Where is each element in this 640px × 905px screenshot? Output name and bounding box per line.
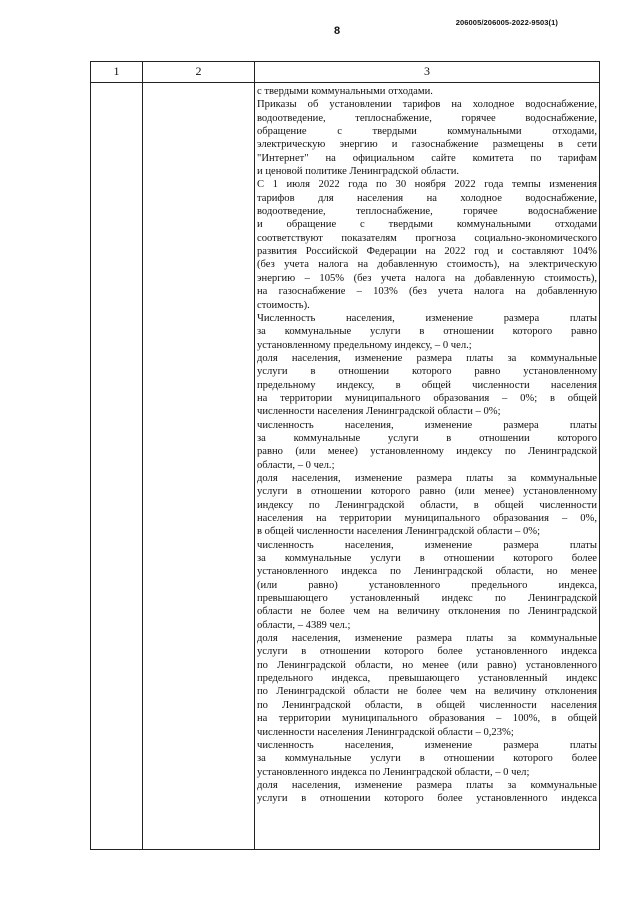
text-line: соответствуют показателям прогноза социально-экономического <box>257 232 597 244</box>
document-id: 206005/206005-2022-9503(1) <box>455 18 558 27</box>
column-divider <box>254 62 255 849</box>
text-line: С 1 июля 2022 года по 30 ноября 2022 года темпы изменения <box>257 179 597 191</box>
text-line: предельному индексу, в общей численности населения <box>257 379 597 391</box>
text-line: равно (или менее) установленному индексу по Ленинградской <box>257 446 597 458</box>
column-divider <box>142 62 143 849</box>
text-line: водоотведение, теплоснабжение, горячее водоснабжение <box>257 206 597 218</box>
text-line: по Ленинградской области, в общей численности населения <box>257 699 597 711</box>
text-line: численность населения, изменение размера платы <box>257 739 597 751</box>
text-line: за коммунальные услуги в отношении которого <box>257 432 597 444</box>
column-header-3: 3 <box>424 64 430 78</box>
text-line: области не более чем на величину отклонения по Ленинградской <box>257 606 597 618</box>
text-line: численность населения, изменение размера платы <box>257 419 597 431</box>
text-line: на газоснабжение – 103% (без учета налога на добавленную <box>257 286 597 298</box>
text-line: численности населения Ленинградской области – 0%; <box>257 406 501 418</box>
text-line: установленного индекса по Ленинградской области, но менее <box>257 566 597 578</box>
header-divider <box>91 82 599 83</box>
text-line: доля населения, изменение размера платы за коммунальные <box>257 472 597 484</box>
text-line: численности населения Ленинградской области – 0,23%; <box>257 726 514 738</box>
text-line: Приказы об установлении тарифов на холодное водоснабжение, <box>257 99 597 111</box>
text-line: тарифов для населения на холодное водоснабжение, <box>257 192 597 204</box>
text-line: предельного индекса, превышающего установленный индекс <box>257 673 597 685</box>
text-line: стоимость). <box>257 299 310 311</box>
text-line: доля населения, изменение размера платы за коммунальные <box>257 633 597 645</box>
text-line: услуги в отношении которого более установленного индекса <box>257 793 597 805</box>
text-line: превышающего установленный индекс по Ленинградской <box>257 593 597 605</box>
text-line: области, – 0 чел.; <box>257 459 335 471</box>
text-line: за коммунальные услуги в отношении которого равно <box>257 326 597 338</box>
text-line: за коммунальные услуги в отношении которого более <box>257 753 597 765</box>
text-line: электрическую энергию и газоснабжение размещены в сети <box>257 139 597 151</box>
text-line: "Интернет" на официальном сайте комитета по тарифам <box>257 152 597 164</box>
text-line: населения на территории муниципального образования – 0%, <box>257 513 597 524</box>
text-line: и обращение с твердыми коммунальными отходами <box>257 219 597 231</box>
text-line: по Ленинградской области не более чем на величину отклонения <box>257 686 597 698</box>
column-header-2: 2 <box>195 64 202 78</box>
text-line: энергию – 105% (без учета налога на добавленную стоимость), <box>257 272 597 284</box>
text-line: (без учета налога на добавленную стоимость), на электрическую <box>257 259 597 271</box>
text-line: за коммунальные услуги в отношении которого более <box>257 553 597 565</box>
text-line: услуги в отношении которого равно (или менее) установленному <box>257 486 597 498</box>
text-line: и ценовой политике Ленинградской области. <box>257 166 460 178</box>
text-line: услуги в отношении которого равно установленному <box>257 366 597 378</box>
text-line: на территории муниципального образования – 0%; в общей <box>257 392 597 404</box>
text-line: доля населения, изменение размера платы за коммунальные <box>257 779 597 791</box>
text-line: на территории муниципального образования – 100%, в общей <box>257 713 597 725</box>
text-line: водоотведение, теплоснабжение, горячее водоснабжение, <box>257 112 597 124</box>
text-line: установленному предельному индексу, – 0 чел.; <box>257 339 472 351</box>
text-line: индексу по Ленинградской области, в общей численности <box>257 499 597 511</box>
column-header-1: 1 <box>113 64 120 78</box>
text-line: по Ленинградской области, но менее (или равно) установленного <box>257 659 597 671</box>
text-line: в общей численности населения Ленинградской области – 0%; <box>257 526 541 538</box>
text-line: обращение с твердыми коммунальными отходами, <box>257 126 597 138</box>
text-line: установленного индекса по Ленинградской области, – 0 чел; <box>257 766 530 778</box>
page-number: 8 <box>334 25 341 37</box>
text-line: развития Российской Федерации на 2022 год и составляют 104% <box>257 246 597 258</box>
text-line: доля населения, изменение размера платы за коммунальные <box>257 352 597 364</box>
text-line: (или равно) установленного предельного индекса, <box>257 579 597 591</box>
text-line: области, – 4389 чел.; <box>257 619 351 631</box>
text-line: с твердыми коммунальными отходами. <box>257 86 433 97</box>
column-3-text <box>257 85 597 849</box>
document-table <box>90 61 600 850</box>
text-line: услуги в отношении которого более установленного индекса <box>257 646 597 658</box>
text-line: численность населения, изменение размера платы <box>257 539 597 551</box>
text-line: Численность населения, изменение размера платы <box>257 312 597 324</box>
